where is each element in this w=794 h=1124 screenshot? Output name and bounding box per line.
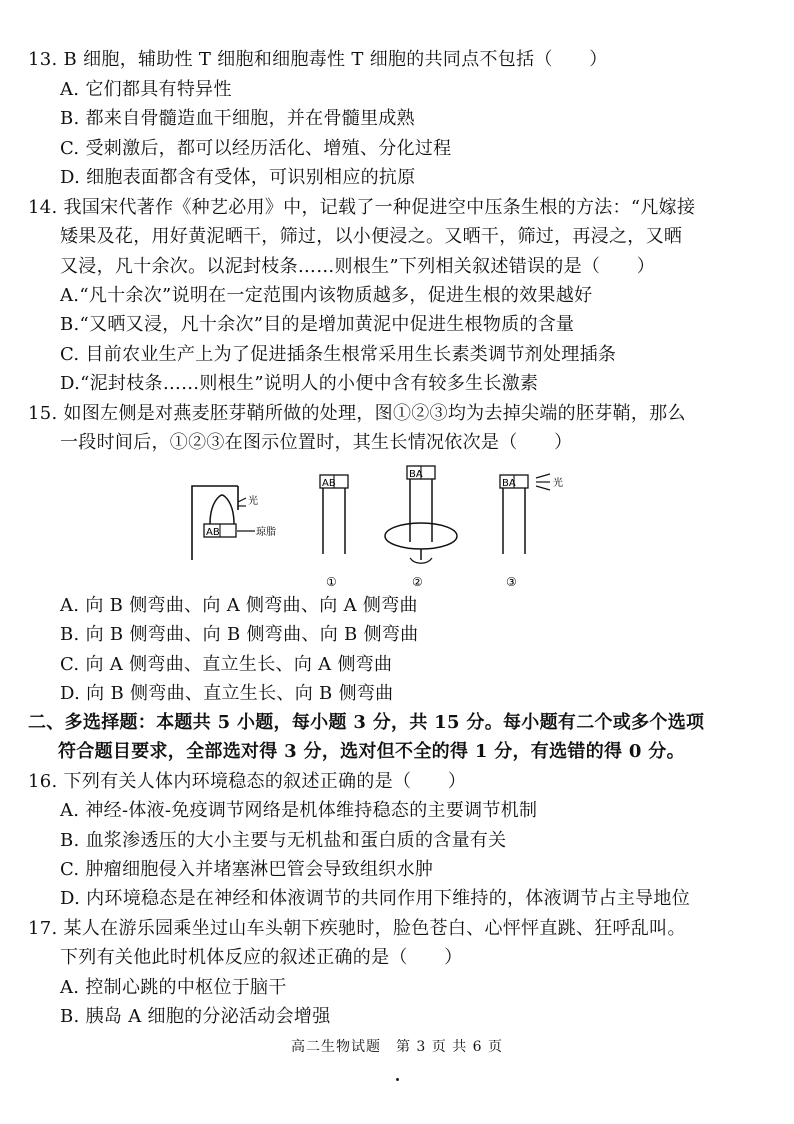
q15-stem-line1: 15. 如图左侧是对燕麦胚芽鞘所做的处理，图①②③均为去掉尖端的胚芽鞘，那么: [28, 403, 686, 424]
section2-heading-line1: 二、多选择题：本题共 5 小题，每小题 3 分，共 15 分。每小题有二个或多个选项: [28, 712, 705, 733]
scan-dot: [396, 1078, 399, 1081]
q14-stem-line3: 又浸，凡十余次。以泥封枝条……则根生”下列相关叙述错误的是（ ）: [60, 256, 656, 277]
q13-option-b: B. 都来自骨髓造血干细胞，并在骨髓里成熟: [60, 108, 415, 129]
q17-stem-line1: 17. 某人在游乐园乘坐过山车头朝下疾驰时，脸色苍白、心怦怦直跳、狂呼乱叫。: [28, 918, 686, 939]
q13-option-c: C. 受刺激后，都可以经历活化、增殖、分化过程: [60, 138, 452, 159]
q16-stem: 16. 下列有关人体内环境稳态的叙述正确的是（ ）: [28, 771, 467, 792]
q17-option-a: A. 控制心跳的中枢位于脑干: [60, 977, 287, 998]
q15-option-a: A. 向 B 侧弯曲、向 A 侧弯曲、向 A 侧弯曲: [60, 595, 418, 616]
q17-option-b: B. 胰岛 A 细胞的分泌活动会增强: [60, 1006, 331, 1027]
q13-stem: 13. B 细胞，辅助性 T 细胞和细胞毒性 T 细胞的共同点不包括（ ）: [28, 49, 608, 70]
q16-option-c: C. 肿瘤细胞侵入并堵塞淋巴管会导致组织水肿: [60, 859, 434, 880]
q14-stem-line1: 14. 我国宋代著作《种艺必用》中，记载了一种促进空中压条生根的方法：“凡嫁接: [28, 197, 696, 218]
light-label: 光: [248, 496, 258, 507]
treatment-diagram: [192, 486, 276, 560]
block-label-4: BA: [502, 478, 516, 489]
section2-heading-line2: 符合题目要求，全部选对得 3 分，选对但不全的得 1 分，有选错的得 0 分。: [58, 741, 685, 762]
figure-number-3: ③: [506, 575, 517, 589]
q15-option-c: C. 向 A 侧弯曲、直立生长、向 A 侧弯曲: [60, 654, 393, 675]
q14-option-a: A.“凡十余次”说明在一定范围内该物质越多，促进生根的效果越好: [60, 285, 593, 306]
q14-option-d: D.“泥封枝条……则根生”说明人的小便中含有较多生长激素: [60, 373, 539, 394]
light-label-3: 光: [553, 478, 563, 489]
q14-option-c: C. 目前农业生产上为了促进插条生根常采用生长素类调节剂处理插条: [60, 344, 617, 365]
agar-label: 琼脂: [256, 527, 276, 538]
figure-number-2: ②: [412, 575, 423, 589]
q13-option-a: A. 它们都具有特异性: [60, 79, 232, 100]
block-label-3: BA: [409, 469, 423, 480]
q15-option-b: B. 向 B 侧弯曲、向 B 侧弯曲、向 B 侧弯曲: [60, 624, 419, 645]
q15-option-d: D. 向 B 侧弯曲、直立生长、向 B 侧弯曲: [60, 683, 394, 704]
page-footer: 高二生物试题 第 3 页 共 6 页: [290, 1039, 504, 1055]
q16-option-d: D. 内环境稳态是在神经和体液调节的共同作用下维持的，体液调节占主导地位: [60, 888, 691, 909]
coleoptile-3: [500, 474, 563, 589]
q13-option-d: D. 细胞表面都含有受体，可识别相应的抗原: [60, 167, 416, 188]
coleoptile-figure: [180, 462, 600, 592]
q17-stem-line2: 下列有关他此时机体反应的叙述正确的是（ ）: [60, 947, 463, 968]
coleoptile-1: [320, 475, 348, 589]
figure-number-1: ①: [326, 575, 337, 589]
q16-option-b: B. 血浆渗透压的大小主要与无机盐和蛋白质的含量有关: [60, 830, 507, 851]
q14-option-b: B.“又晒又浸，凡十余次”目的是增加黄泥中促进生根物质的含量: [60, 314, 575, 335]
block-label-1: AB: [206, 527, 220, 538]
coleoptile-2: [385, 466, 457, 589]
q16-option-a: A. 神经-体液-免疫调节网络是机体维持稳态的主要调节机制: [60, 800, 538, 821]
q14-stem-line2: 矮果及花，用好黄泥晒干，筛过，以小便浸之。又晒干，筛过，再浸之，又晒: [60, 226, 683, 247]
q15-stem-line2: 一段时间后，①②③在图示位置时，其生长情况依次是（ ）: [60, 432, 573, 453]
block-label-2: AB: [322, 478, 336, 489]
